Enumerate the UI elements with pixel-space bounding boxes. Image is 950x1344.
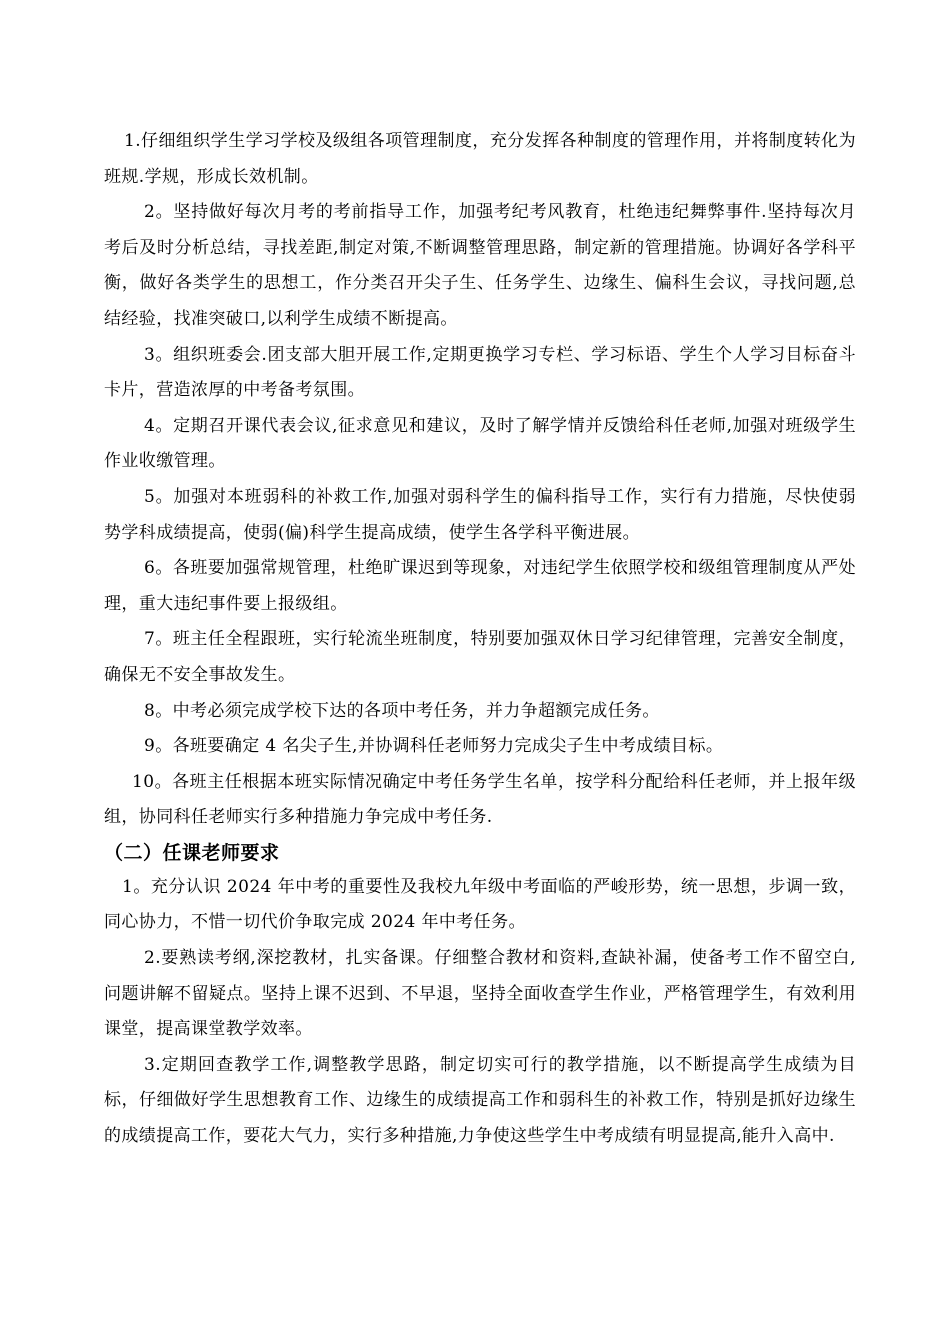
paragraph-a-10: 10。各班主任根据本班实际情况确定中考任务学生名单，按学科分配给科任老师，并上报年级组，协同科任老师实行多种措施力争完成中考任务. <box>104 771 856 828</box>
paragraph-a-2: 2。坚持做好每次月考的考前指导工作，加强考纪考风教育，杜绝违纪舞弊事件.坚持每次月考后及时分析总结，寻找差距,制定对策,不断调整管理思路，制定新的管理措施。协调好各学科平衡，做好各类学生的思想工，作分类召开尖子生、任务学生、边缘生、偏科生会议，寻找问题,总结经验，找准突破口,以利学生成绩不断提高。 <box>104 202 856 329</box>
paragraph-b-1: 1。充分认识 2024 年中考的重要性及我校九年级中考面临的严峻形势，统一思想，步调一致，同心协力，不惜一切代价争取完成 2024 年中考任务。 <box>104 876 856 933</box>
paragraph-b-3: 3.定期回查教学工作,调整教学思路，制定切实可行的教学措施，以不断提高学生成绩为目标，仔细做好学生思想教育工作、边缘生的成绩提高工作和弱科生的补救工作，特别是抓好边缘生的成绩提高工作，要花大气力，实行多种措施,力争使这些学生中考成绩有明显提高,能升入高中. <box>104 1054 856 1147</box>
paragraph-a-1: 1.仔细组织学生学习学校及级组各项管理制度，充分发挥各种制度的管理作用，并将制度转化为班规.学规，形成长效机制。 <box>104 131 856 187</box>
paragraph-a-4: 4。定期召开课代表会议,征求意见和建议，及时了解学情并反馈给科任老师,加强对班级学生作业收缴管理。 <box>104 415 856 472</box>
paragraph-a-3: 3。组织班委会.团支部大胆开展工作,定期更换学习专栏、学习标语、学生个人学习目标奋斗卡片，营造浓厚的中考备考氛围。 <box>104 344 856 401</box>
document-body <box>104 124 856 1155</box>
paragraph-b-2: 2.要熟读考纲,深挖教材，扎实备课。仔细整合教材和资料,查缺补漏，使备考工作不留空白,问题讲解不留疑点。坚持上课不迟到、不早退，坚持全面收查学生作业，严格管理学生，有效利用课堂，提高课堂教学效率。 <box>104 948 856 1040</box>
section-heading: （二）任课老师要求 <box>104 841 280 864</box>
paragraph-a-5: 5。加强对本班弱科的补救工作,加强对弱科学生的偏科指导工作，实行有力措施，尽快使弱势学科成绩提高，使弱(偏)科学生提高成绩，使学生各学科平衡进展。 <box>104 486 856 543</box>
paragraph-a-8: 8。中考必须完成学校下达的各项中考任务，并力争超额完成任务。 <box>144 700 660 721</box>
paragraph-a-6: 6。各班要加强常规管理，杜绝旷课迟到等现象，对违纪学生依照学校和级组管理制度从严处理，重大违纪事件要上报级组。 <box>104 558 856 614</box>
paragraph-a-9: 9。各班要确定 4 名尖子生,并协调科任老师努力完成尖子生中考成绩目标。 <box>144 736 724 757</box>
paragraph-a-7: 7。班主任全程跟班，实行轮流坐班制度，特别要加强双休日学习纪律管理，完善安全制度，确保无不安全事故发生。 <box>104 629 856 685</box>
